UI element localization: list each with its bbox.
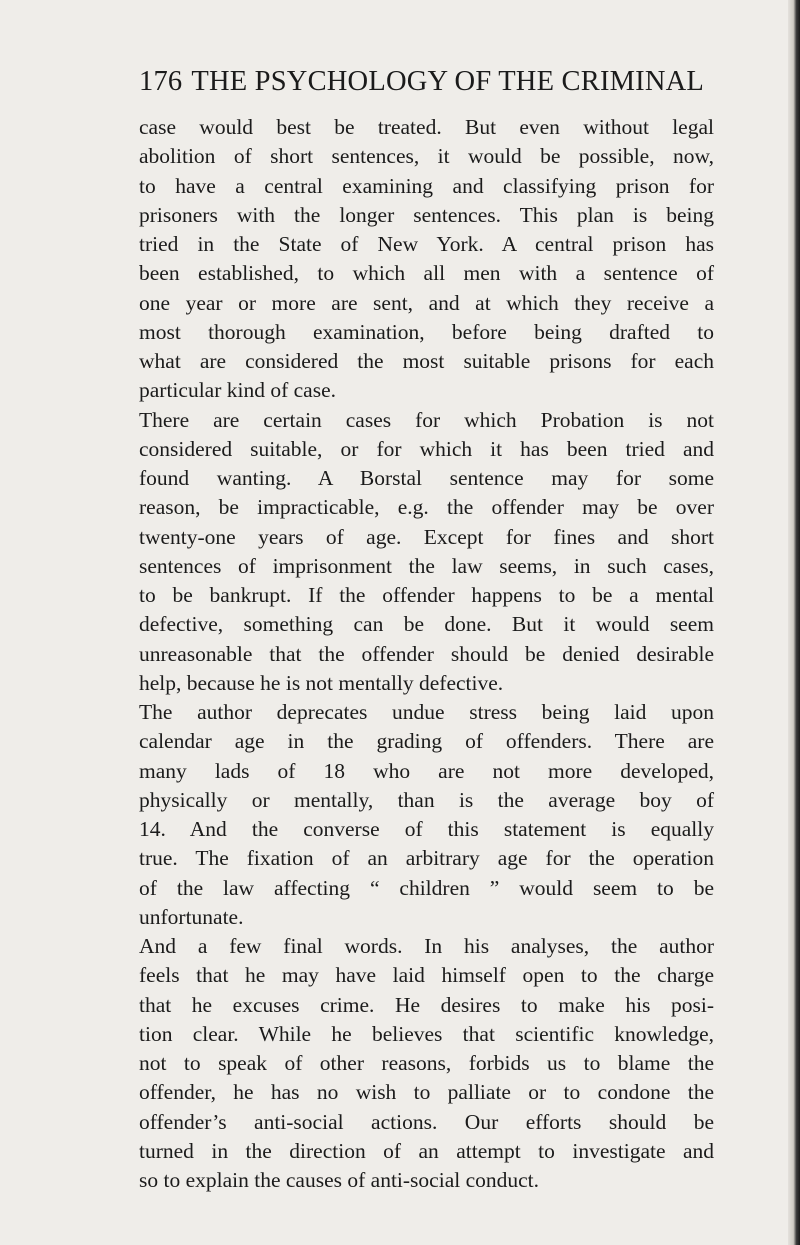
text-line: case would best be treated. But even without legal [139, 115, 714, 139]
text-line: most thorough examination, before being drafted to [139, 319, 714, 344]
text-line: prisoners with the longer sentences. This plan is being [139, 202, 714, 227]
text-line: The author deprecates undue stress being laid upon [139, 700, 714, 724]
text-line: considered suitable, or for which it has been tried and [139, 436, 714, 461]
text-line: reason, be impracticable, e.g. the offender may be over [139, 495, 714, 520]
text-line: 14. And the converse of this statement is equally [139, 817, 714, 841]
text-line: of the law affecting “ children ” would seem to be [139, 875, 714, 900]
text-line: to be bankrupt. If the offender happens to be a mental [139, 583, 714, 607]
text-line: calendar age in the grading of offenders. There are [139, 729, 714, 754]
text-line: found wanting. A Borstal sentence may for some [139, 466, 714, 490]
running-title: THE PSYCHOLOGY OF THE CRIMINAL [191, 66, 705, 97]
text-line: many lads of 18 who are not more developed, [139, 758, 714, 783]
text-line: been established, to which all men with a sentence of [139, 261, 714, 286]
text-line: unfortunate. [139, 904, 244, 929]
body-text [139, 113, 714, 1195]
text-line: abolition of short sentences, it would be possible, now, [139, 144, 714, 169]
text-line: tion clear. While he believes that scientific knowledge, [139, 1021, 714, 1046]
text-line: turned in the direction of an attempt to investigate and [139, 1138, 714, 1163]
text-line: true. The fixation of an arbitrary age for the operation [139, 846, 714, 871]
paragraph [139, 698, 714, 932]
page-number: 176 [139, 66, 183, 97]
text-line: so to explain the causes of anti-social conduct. [139, 1168, 540, 1192]
text-line: one year or more are sent, and at which they receive a [139, 290, 714, 315]
text-line: offender, he has no wish to palliate or to condone the [139, 1080, 714, 1105]
text-line: help, because he is not mentally defective. [139, 670, 504, 695]
running-head [139, 66, 719, 98]
page-edge-shadow [788, 0, 800, 1245]
text-line: defective, something can be done. But it would seem [139, 612, 714, 637]
text-line: sentences of imprisonment the law seems, in such cases, [139, 553, 714, 578]
text-line: There are certain cases for which Probation is not [139, 407, 714, 432]
text-line: to have a central examining and classifying prison for [139, 173, 714, 198]
text-line: physically or mentally, than is the average boy of [139, 787, 714, 812]
paragraph [139, 406, 714, 699]
text-line: particular kind of case. [139, 378, 336, 403]
paragraph [139, 113, 714, 406]
text-line: unreasonable that the offender should be denied desirable [139, 641, 714, 666]
text-line: not to speak of other reasons, forbids us to blame the [139, 1051, 714, 1075]
text-line: And a few final words. In his analyses, the author [139, 934, 714, 958]
text-line: offender’s anti-social actions. Our efforts should be [139, 1109, 714, 1134]
paragraph [139, 932, 714, 1195]
text-line: twenty-one years of age. Except for fines and short [139, 524, 714, 549]
text-line: that he excuses crime. He desires to make his posi- [139, 992, 714, 1017]
text-line: what are considered the most suitable prisons for each [139, 349, 714, 373]
text-line: feels that he may have laid himself open to the charge [139, 963, 714, 988]
text-line: tried in the State of New York. A central prison has [139, 232, 714, 256]
